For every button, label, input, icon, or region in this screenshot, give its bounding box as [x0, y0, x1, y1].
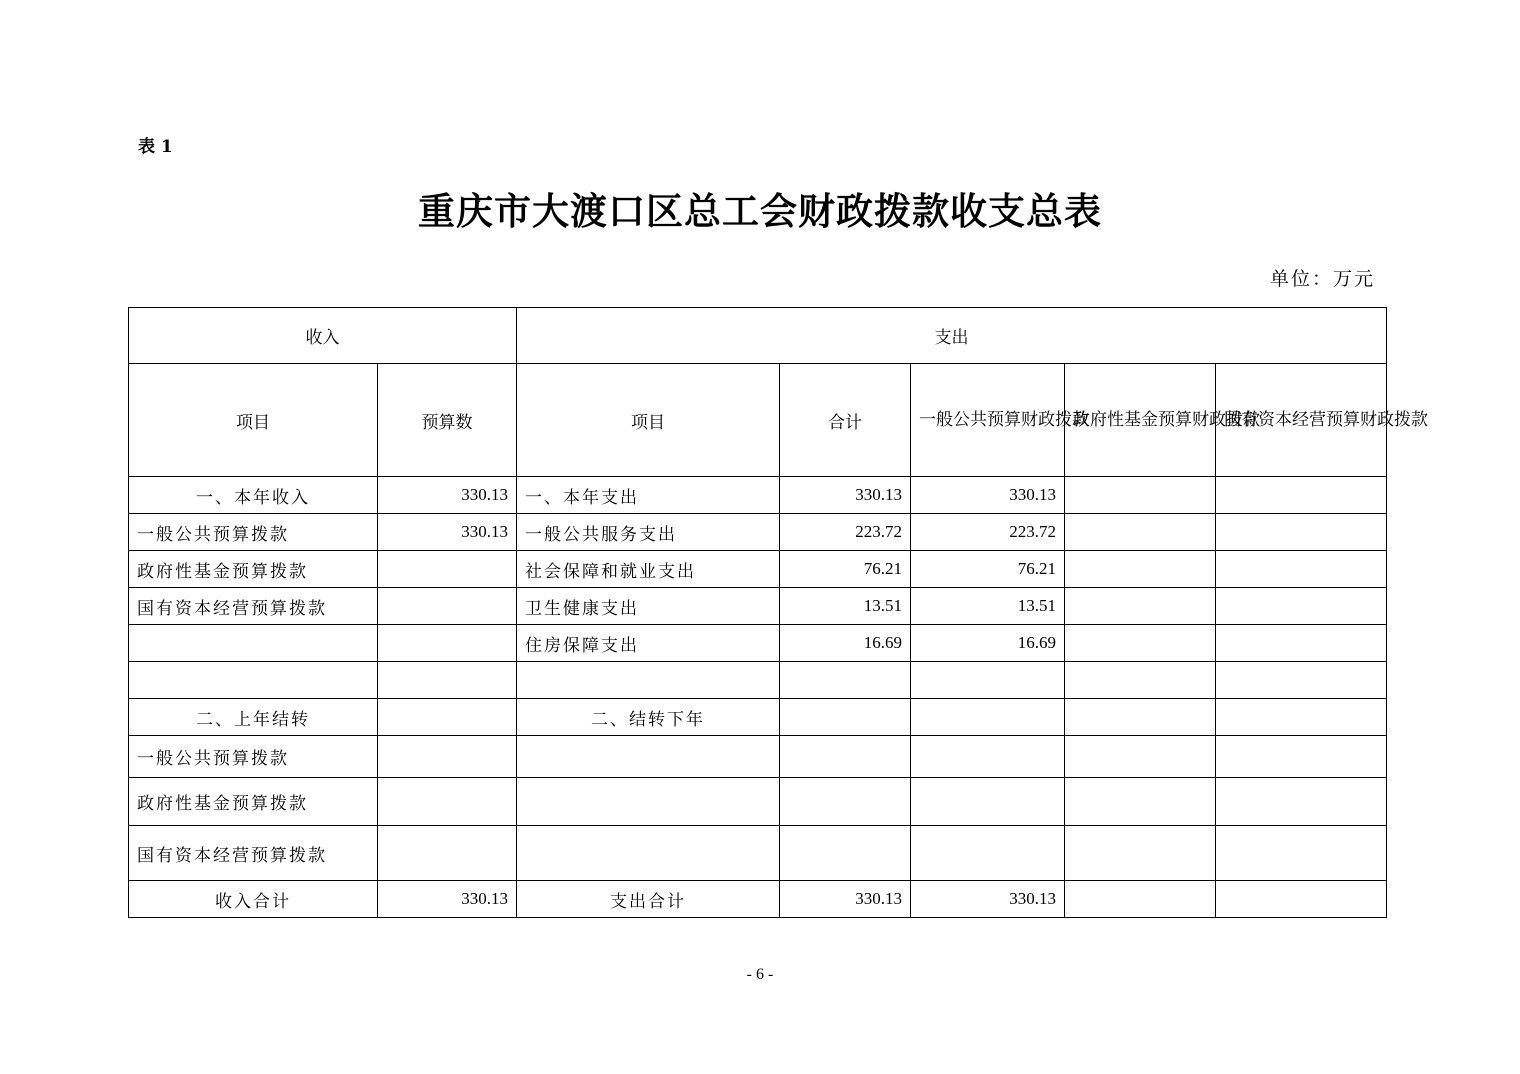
income-item: 政府性基金预算拨款 [129, 551, 378, 588]
total-amount: 13.51 [780, 588, 911, 625]
col-income-item: 项目 [129, 364, 378, 477]
header-row-top [129, 308, 1387, 364]
general-amount: 223.72 [911, 514, 1065, 551]
unit-label: 单位：万元 [1269, 268, 1375, 290]
expense-item: 一、本年支出 [517, 477, 780, 514]
gov-fund-amount [1065, 736, 1216, 778]
table-label: 表 1 [138, 137, 173, 157]
total-amount: 330.13 [780, 881, 911, 918]
expense-item: 住房保障支出 [517, 625, 780, 662]
table-row [129, 625, 1387, 662]
income-item: 一般公共预算拨款 [129, 514, 378, 551]
income-header: 收入 [129, 308, 517, 364]
page-title: 重庆市大渡口区总工会财政拨款收支总表 [418, 189, 1102, 233]
total-amount [780, 662, 911, 699]
income-item: 政府性基金预算拨款 [129, 778, 378, 826]
table-row [129, 551, 1387, 588]
expense-item: 社会保障和就业支出 [517, 551, 780, 588]
total-amount [780, 778, 911, 826]
gov-fund-amount [1065, 514, 1216, 551]
general-amount: 76.21 [911, 551, 1065, 588]
expense-item [517, 826, 780, 881]
general-amount [911, 662, 1065, 699]
total-amount: 330.13 [780, 477, 911, 514]
total-amount: 16.69 [780, 625, 911, 662]
income-amount [378, 778, 517, 826]
table-row [129, 699, 1387, 736]
general-amount [911, 826, 1065, 881]
expense-item [517, 736, 780, 778]
general-amount: 330.13 [911, 881, 1065, 918]
general-amount [911, 736, 1065, 778]
table-row [129, 778, 1387, 826]
table-row [129, 588, 1387, 625]
total-amount [780, 826, 911, 881]
income-amount: 330.13 [378, 514, 517, 551]
col-income-budget: 预算数 [378, 364, 517, 477]
income-item: 二、上年结转 [129, 699, 378, 736]
general-amount: 13.51 [911, 588, 1065, 625]
total-amount [780, 736, 911, 778]
income-item: 国有资本经营预算拨款 [129, 826, 378, 881]
state-capital-amount [1216, 588, 1387, 625]
table-row [129, 477, 1387, 514]
income-amount [378, 625, 517, 662]
total-amount: 76.21 [780, 551, 911, 588]
income-amount: 330.13 [378, 477, 517, 514]
expense-total-label: 支出合计 [517, 881, 780, 918]
income-amount [378, 736, 517, 778]
expense-item: 二、结转下年 [517, 699, 780, 736]
general-amount [911, 778, 1065, 826]
income-total-label: 收入合计 [129, 881, 378, 918]
table-row [129, 736, 1387, 778]
state-capital-amount [1216, 699, 1387, 736]
gov-fund-amount [1065, 625, 1216, 662]
total-amount: 223.72 [780, 514, 911, 551]
page-number: - 6 - [746, 966, 774, 983]
table-row [129, 826, 1387, 881]
income-amount [378, 551, 517, 588]
table-row [129, 514, 1387, 551]
table-row [129, 662, 1387, 699]
general-amount [911, 699, 1065, 736]
gov-fund-amount [1065, 551, 1216, 588]
header-row-columns [129, 364, 1387, 477]
general-amount: 16.69 [911, 625, 1065, 662]
gov-fund-amount [1065, 699, 1216, 736]
income-item: 国有资本经营预算拨款 [129, 588, 378, 625]
state-capital-amount [1216, 551, 1387, 588]
income-amount [378, 588, 517, 625]
income-amount [378, 826, 517, 881]
income-item [129, 625, 378, 662]
col-gov-fund: 政府性基金预算财政拨款 [1065, 364, 1216, 477]
state-capital-amount [1216, 736, 1387, 778]
expense-item: 卫生健康支出 [517, 588, 780, 625]
gov-fund-amount [1065, 588, 1216, 625]
expense-item [517, 662, 780, 699]
col-state-capital: 国有资本经营预算财政拨款 [1216, 364, 1387, 477]
col-expense-item: 项目 [517, 364, 780, 477]
income-item: 一、本年收入 [129, 477, 378, 514]
gov-fund-amount [1065, 477, 1216, 514]
totals-row [129, 881, 1387, 918]
state-capital-amount [1216, 477, 1387, 514]
state-capital-amount [1216, 826, 1387, 881]
income-total-amount: 330.13 [378, 881, 517, 918]
state-capital-amount [1216, 662, 1387, 699]
expense-item [517, 778, 780, 826]
income-amount [378, 699, 517, 736]
expense-header: 支出 [517, 308, 1387, 364]
state-capital-amount [1216, 514, 1387, 551]
income-item: 一般公共预算拨款 [129, 736, 378, 778]
state-capital-amount [1216, 778, 1387, 826]
income-amount [378, 662, 517, 699]
state-capital-amount [1216, 625, 1387, 662]
budget-table [128, 307, 1428, 918]
expense-item: 一般公共服务支出 [517, 514, 780, 551]
total-amount [780, 699, 911, 736]
gov-fund-amount [1065, 662, 1216, 699]
gov-fund-amount [1065, 881, 1216, 918]
gov-fund-amount [1065, 826, 1216, 881]
general-amount: 330.13 [911, 477, 1065, 514]
col-general-public: 一般公共预算财政拨款 [911, 364, 1065, 477]
income-item [129, 662, 378, 699]
gov-fund-amount [1065, 778, 1216, 826]
col-total: 合计 [780, 364, 911, 477]
state-capital-amount [1216, 881, 1387, 918]
